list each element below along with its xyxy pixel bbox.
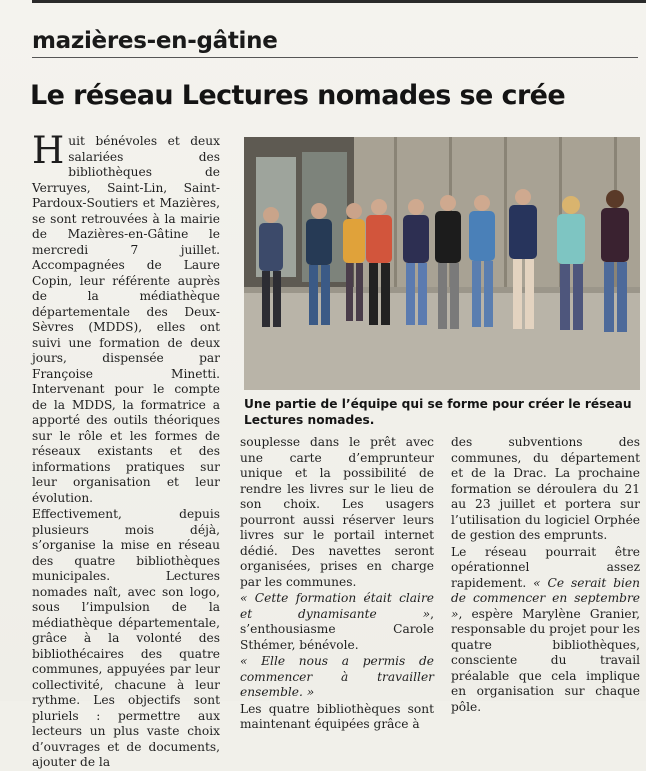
quote: « Ce serait bien de commencer en septembre » [451, 575, 640, 621]
paragraph-text: uit bénévoles et deux salariées des bibliothèques de Verruyes, Saint-Lin, Saint-Pardoux-Soutiers et Mazières, se sont retrouvées à la mairie de Mazières-en-Gâtine le mercredi 7 juillet. Accompagnées de Laure Copin, leur référente auprès de la médiathèque départementale des Deux-Sèvres (MDDS), elles ont suivi une formation de deux jours, dispensée par Françoise Minetti. Intervenant pour le compte de la MDDS, la formatrice a apporté des outils théoriques sur le rôle et les formes de réseaux existants et des informations pratiques sur leur organisation et leur évolution. [32, 134, 220, 505]
paragraph [451, 545, 640, 716]
drop-cap: H [32, 129, 65, 172]
paragraph: souplesse dans le prêt avec une carte d’emprunteur unique et la possibilité de rendre les livres sur le lieu de son choix. Les usagers pourront aussi réserver leurs livres sur le portail internet dédié. Des navettes seront organisées, prises en charge par les communes. [240, 435, 434, 589]
quote: « Elle nous a permis de commencer à travailler ensemble. » [240, 654, 434, 699]
article-column-3 [451, 435, 640, 715]
paragraph [32, 129, 220, 506]
section-rule [32, 57, 638, 58]
paragraph: des subventions des communes, du département et de la Drac. La prochaine formation se déroulera du 21 au 23 juillet et portera sur l’utilisation du logiciel Orphée de gestion des emprunts. [451, 435, 640, 542]
article-column-2 [240, 435, 434, 733]
section-title: mazières-en-gâtine [32, 28, 278, 54]
paragraph: Les quatre bibliothèques sont maintenant équipées grâce à [240, 701, 434, 731]
photo-caption: Une partie de l’équipe qui se forme pour créer le réseau Lectures nomades. [244, 397, 632, 427]
article-headline: Le réseau Lectures nomades se crée [30, 80, 566, 111]
quote: « Cette formation était claire et dynamisante » [240, 591, 434, 621]
paragraph [240, 591, 434, 653]
group-photo-illustration [244, 137, 640, 390]
paragraph-text: , s’enthousiasme Carole Sthémer, bénévole. [240, 606, 434, 652]
top-border [32, 0, 646, 3]
group-photo [244, 137, 640, 390]
paragraph-text: , espère Marylène Granier, responsable du projet pour les quatre bibliothèques, consciente du travail préalable que cela implique en organisation sur chaque pôle. [451, 606, 640, 714]
paragraph-text: Le réseau pourrait être opérationnel assez rapidement. [451, 544, 640, 590]
paragraph: Effectivement, depuis plusieurs mois déjà, s’organise la mise en réseau des quatre bibliothèques municipales. Lectures nomades naît, avec son logo, sous l’impulsion de la médiathèque départementale, grâce à la volonté des bibliothécaires des quatre communes, appuyées par leur collectivité, chacune à leur rythme. Les objectifs sont pluriels : permettre aux lecteurs un plus vaste choix d’ouvrages et de documents, ajouter de la [32, 507, 220, 769]
article-column-1 [32, 129, 220, 771]
